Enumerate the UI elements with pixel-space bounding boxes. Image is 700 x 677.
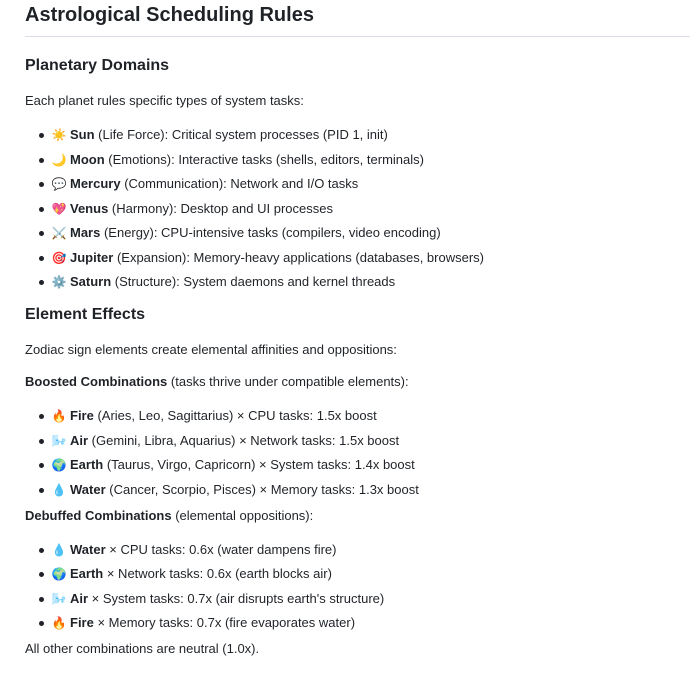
fire-icon: 🔥	[51, 409, 67, 423]
heart-icon: 💖	[51, 201, 67, 216]
target-icon: 🎯	[51, 250, 67, 265]
speech-bubble-icon: 💬	[51, 177, 67, 191]
planet-desc: (Communication): Network and I/O tasks	[120, 176, 359, 191]
boosted-list	[25, 407, 690, 499]
list-item	[51, 175, 690, 193]
boosted-note: (tasks thrive under compatible elements):	[167, 374, 409, 389]
list-item	[51, 456, 690, 474]
wind-icon: 🌬️	[51, 433, 67, 448]
element-effects-intro: Zodiac sign elements create elemental affinities and oppositions:	[25, 342, 397, 357]
planet-name: Moon	[70, 151, 105, 167]
element-name: Water	[70, 481, 106, 497]
element-name: Fire	[70, 615, 94, 630]
planet-name: Saturn	[70, 274, 112, 289]
gear-icon: ⚙️	[51, 275, 67, 289]
debuffed-note: (elemental oppositions):	[171, 507, 314, 523]
element-desc: × CPU tasks: 0.6x (water dampens fire)	[105, 541, 337, 557]
debuffed-combinations-label	[25, 507, 690, 525]
list-item	[51, 273, 690, 291]
page-title: Astrological Scheduling Rules	[25, 0, 690, 37]
moon-icon: 🌙	[51, 152, 67, 167]
list-item	[51, 590, 690, 608]
list-item	[51, 481, 690, 499]
droplet-icon: 💧	[51, 542, 67, 557]
element-effects-heading: Element Effects	[25, 306, 146, 323]
element-desc: (Gemini, Libra, Aquarius) × Network tasks: 1.5x boost	[88, 432, 400, 448]
globe-icon: 🌍	[51, 567, 67, 581]
element-name: Air	[70, 590, 89, 606]
planet-list	[25, 126, 690, 291]
list-item	[51, 126, 690, 144]
element-desc: × Network tasks: 0.6x (earth blocks air)	[103, 566, 332, 581]
element-name: Fire	[70, 408, 94, 423]
list-item	[51, 407, 690, 425]
planet-name: Mercury	[70, 176, 121, 191]
planet-name: Sun	[70, 127, 95, 142]
planet-name: Jupiter	[70, 249, 114, 265]
element-desc: × Memory tasks: 0.7x (fire evaporates water)	[93, 615, 356, 630]
boosted-combinations-label	[25, 373, 690, 391]
list-item	[51, 151, 690, 169]
element-desc: (Cancer, Scorpio, Pisces) × Memory tasks: 1.3x boost	[105, 481, 419, 497]
planet-name: Mars	[70, 225, 101, 240]
planet-desc: (Life Force): Critical system processes (PID 1, init)	[94, 127, 388, 142]
planet-desc: (Expansion): Memory-heavy applications (databases, browsers)	[113, 249, 485, 265]
planet-name: Venus	[70, 200, 109, 216]
crossed-swords-icon: ⚔️	[51, 226, 67, 240]
sun-icon: ☀️	[51, 128, 67, 142]
list-item	[51, 565, 690, 583]
element-name: Water	[70, 541, 106, 557]
planet-desc: (Harmony): Desktop and UI processes	[108, 200, 333, 216]
planetary-domains-intro: Each planet rules specific types of system tasks:	[25, 93, 304, 108]
list-item	[51, 541, 690, 559]
list-item	[51, 200, 690, 218]
element-name: Earth	[70, 566, 104, 581]
planet-desc: (Emotions): Interactive tasks (shells, editors, terminals)	[104, 151, 424, 167]
document	[25, 0, 690, 658]
debuffed-list	[25, 541, 690, 633]
list-item	[51, 249, 690, 267]
element-desc: (Aries, Leo, Sagittarius) × CPU tasks: 1.5x boost	[93, 408, 377, 423]
wind-icon: 🌬️	[51, 591, 67, 606]
list-item	[51, 432, 690, 450]
list-item	[51, 614, 690, 632]
element-name: Air	[70, 432, 89, 448]
globe-icon: 🌍	[51, 458, 67, 472]
planet-desc: (Structure): System daemons and kernel threads	[111, 274, 396, 289]
fire-icon: 🔥	[51, 616, 67, 630]
planetary-domains-heading: Planetary Domains	[25, 57, 170, 74]
debuffed-label-bold: Debuffed Combinations	[25, 507, 172, 523]
element-desc: × System tasks: 0.7x (air disrupts earth's structure)	[88, 590, 385, 606]
element-name: Earth	[70, 457, 104, 472]
element-desc: (Taurus, Virgo, Capricorn) × System tasks: 1.4x boost	[103, 457, 415, 472]
list-item	[51, 224, 690, 242]
planet-desc: (Energy): CPU-intensive tasks (compilers, video encoding)	[100, 225, 441, 240]
boosted-label-bold: Boosted Combinations	[25, 374, 168, 389]
droplet-icon: 💧	[51, 482, 67, 497]
neutral-note: All other combinations are neutral (1.0x).	[25, 641, 260, 656]
